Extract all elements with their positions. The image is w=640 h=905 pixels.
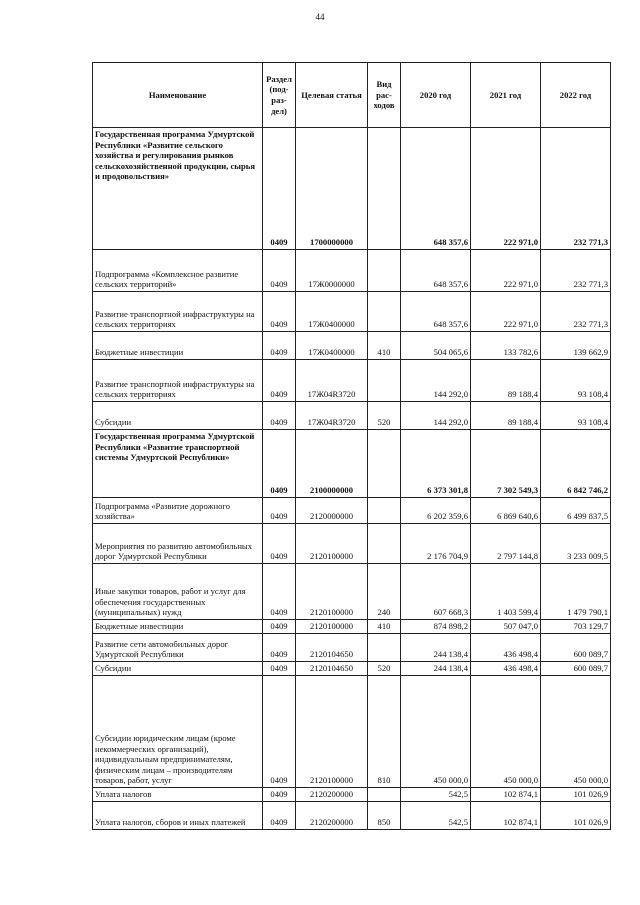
table-row	[93, 498, 611, 524]
row-type	[368, 498, 401, 524]
header-article: Целевая статья	[296, 63, 368, 128]
row-2022: 232 771,3	[541, 250, 611, 292]
row-name: Государственная программа Удмуртской Республики «Развитие сельского хозяйства и регулирования рынков сельскохозяйственной продукции, сырья и продовольствия»	[93, 128, 263, 250]
row-type	[368, 634, 401, 662]
row-2021: 222 971,0	[471, 128, 541, 250]
row-2020: 607 668,3	[401, 564, 471, 620]
row-2020: 542,5	[401, 788, 471, 802]
header-2020: 2020 год	[401, 63, 471, 128]
row-2022: 3 233 009,5	[541, 524, 611, 564]
row-name: Субсидии	[93, 402, 263, 430]
row-2022: 232 771,3	[541, 292, 611, 332]
row-2020: 6 202 359,6	[401, 498, 471, 524]
row-2020: 244 138,4	[401, 662, 471, 676]
header-2022: 2022 год	[541, 63, 611, 128]
row-2022: 6 499 837,5	[541, 498, 611, 524]
row-article: 17Ж0400000	[296, 292, 368, 332]
row-type: 850	[368, 802, 401, 830]
row-section: 0409	[263, 360, 296, 402]
table-row	[93, 634, 611, 662]
header-name: Наименование	[93, 63, 263, 128]
row-name: Государственная программа Удмуртской Республики «Развитие транспортной системы Удмуртской Республики»	[93, 430, 263, 498]
row-type	[368, 524, 401, 564]
row-name: Субсидии юридическим лицам (кроме некоммерческих организаций), индивидуальным предпринимателям, физическим лицам – производителям товаров, работ, услуг	[93, 676, 263, 788]
row-name: Мероприятия по развитию автомобильных дорог Удмуртской Республики	[93, 524, 263, 564]
page-number: 44	[315, 12, 325, 22]
row-type	[368, 430, 401, 498]
row-2020: 144 292,0	[401, 402, 471, 430]
row-2020: 542,5	[401, 802, 471, 830]
row-2020: 648 357,6	[401, 128, 471, 250]
row-2020: 648 357,6	[401, 292, 471, 332]
row-section: 0409	[263, 292, 296, 332]
row-2020: 504 065,6	[401, 332, 471, 360]
row-2022: 101 026,9	[541, 788, 611, 802]
row-section: 0409	[263, 430, 296, 498]
row-name: Развитие транспортной инфраструктуры на сельских территориях	[93, 360, 263, 402]
row-article: 2120104650	[296, 662, 368, 676]
row-name: Бюджетные инвестиции	[93, 332, 263, 360]
row-section: 0409	[263, 498, 296, 524]
row-2021: 102 874,1	[471, 802, 541, 830]
row-2022: 1 479 790,1	[541, 564, 611, 620]
row-type: 520	[368, 662, 401, 676]
row-2021: 507 047,0	[471, 620, 541, 634]
row-type: 240	[368, 564, 401, 620]
header-section: Раздел (под-раз-дел)	[263, 63, 296, 128]
row-2021: 450 000,0	[471, 676, 541, 788]
row-name: Бюджетные инвестиции	[93, 620, 263, 634]
header-row	[93, 63, 611, 128]
row-article: 17Ж04R3720	[296, 360, 368, 402]
row-section: 0409	[263, 788, 296, 802]
row-type: 410	[368, 620, 401, 634]
row-2020: 244 138,4	[401, 634, 471, 662]
row-section: 0409	[263, 402, 296, 430]
row-2022: 450 000,0	[541, 676, 611, 788]
row-section: 0409	[263, 634, 296, 662]
row-type: 520	[368, 402, 401, 430]
row-2020: 648 357,6	[401, 250, 471, 292]
row-2021: 89 188,4	[471, 402, 541, 430]
row-2020: 144 292,0	[401, 360, 471, 402]
table-row	[93, 250, 611, 292]
row-2020: 2 176 704,9	[401, 524, 471, 564]
row-section: 0409	[263, 802, 296, 830]
row-article: 2120100000	[296, 676, 368, 788]
row-article: 1700000000	[296, 128, 368, 250]
row-article: 2120100000	[296, 564, 368, 620]
row-name: Развитие сети автомобильных дорог Удмуртской Республики	[93, 634, 263, 662]
table-row	[93, 662, 611, 676]
row-name: Подпрограмма «Комплексное развитие сельских территорий»	[93, 250, 263, 292]
row-section: 0409	[263, 564, 296, 620]
row-name: Подпрограмма «Развитие дорожного хозяйства»	[93, 498, 263, 524]
row-2020: 874 898,2	[401, 620, 471, 634]
table-row	[93, 524, 611, 564]
row-2021: 2 797 144,8	[471, 524, 541, 564]
row-2022: 600 089,7	[541, 662, 611, 676]
row-2022: 93 108,4	[541, 402, 611, 430]
budget-table	[92, 62, 611, 830]
row-type	[368, 128, 401, 250]
row-name: Иные закупки товаров, работ и услуг для обеспечения государственных (муниципальных) нужд	[93, 564, 263, 620]
row-2022: 139 662,9	[541, 332, 611, 360]
row-2021: 102 874,1	[471, 788, 541, 802]
row-name: Уплата налогов, сборов и иных платежей	[93, 802, 263, 830]
row-article: 2120200000	[296, 802, 368, 830]
table-row	[93, 620, 611, 634]
header-type: Вид рас-ходов	[368, 63, 401, 128]
row-section: 0409	[263, 332, 296, 360]
row-2022: 93 108,4	[541, 360, 611, 402]
row-2021: 6 869 640,6	[471, 498, 541, 524]
row-2021: 7 302 549,3	[471, 430, 541, 498]
row-2021: 1 403 599,4	[471, 564, 541, 620]
table-row	[93, 564, 611, 620]
table-row	[93, 128, 611, 250]
table-row	[93, 360, 611, 402]
row-article: 2120104650	[296, 634, 368, 662]
row-2020: 6 373 301,8	[401, 430, 471, 498]
row-article: 2120200000	[296, 788, 368, 802]
row-section: 0409	[263, 662, 296, 676]
row-2021: 222 971,0	[471, 250, 541, 292]
table-row	[93, 788, 611, 802]
row-section: 0409	[263, 524, 296, 564]
row-type	[368, 360, 401, 402]
row-2022: 6 842 746,2	[541, 430, 611, 498]
row-article: 17Ж04R3720	[296, 402, 368, 430]
table-row	[93, 292, 611, 332]
row-article: 17Ж0400000	[296, 332, 368, 360]
row-name: Развитие транспортной инфраструктуры на сельских территориях	[93, 292, 263, 332]
row-2021: 436 498,4	[471, 634, 541, 662]
table-row	[93, 332, 611, 360]
row-type: 810	[368, 676, 401, 788]
row-2022: 600 089,7	[541, 634, 611, 662]
row-2021: 436 498,4	[471, 662, 541, 676]
row-article: 2120100000	[296, 524, 368, 564]
table-row	[93, 802, 611, 830]
row-2022: 703 129,7	[541, 620, 611, 634]
row-name: Субсидии	[93, 662, 263, 676]
row-article: 2120100000	[296, 620, 368, 634]
row-article: 2100000000	[296, 430, 368, 498]
row-name: Уплата налогов	[93, 788, 263, 802]
row-section: 0409	[263, 128, 296, 250]
row-2022: 101 026,9	[541, 802, 611, 830]
row-article: 17Ж0000000	[296, 250, 368, 292]
row-section: 0409	[263, 620, 296, 634]
row-2020: 450 000,0	[401, 676, 471, 788]
row-section: 0409	[263, 250, 296, 292]
row-2021: 133 782,6	[471, 332, 541, 360]
row-type	[368, 292, 401, 332]
row-type	[368, 250, 401, 292]
table-row	[93, 402, 611, 430]
table-row	[93, 430, 611, 498]
row-2022: 232 771,3	[541, 128, 611, 250]
table-row	[93, 676, 611, 788]
row-article: 2120000000	[296, 498, 368, 524]
row-section: 0409	[263, 676, 296, 788]
row-2021: 222 971,0	[471, 292, 541, 332]
row-type	[368, 788, 401, 802]
row-type: 410	[368, 332, 401, 360]
row-2021: 89 188,4	[471, 360, 541, 402]
header-2021: 2021 год	[471, 63, 541, 128]
